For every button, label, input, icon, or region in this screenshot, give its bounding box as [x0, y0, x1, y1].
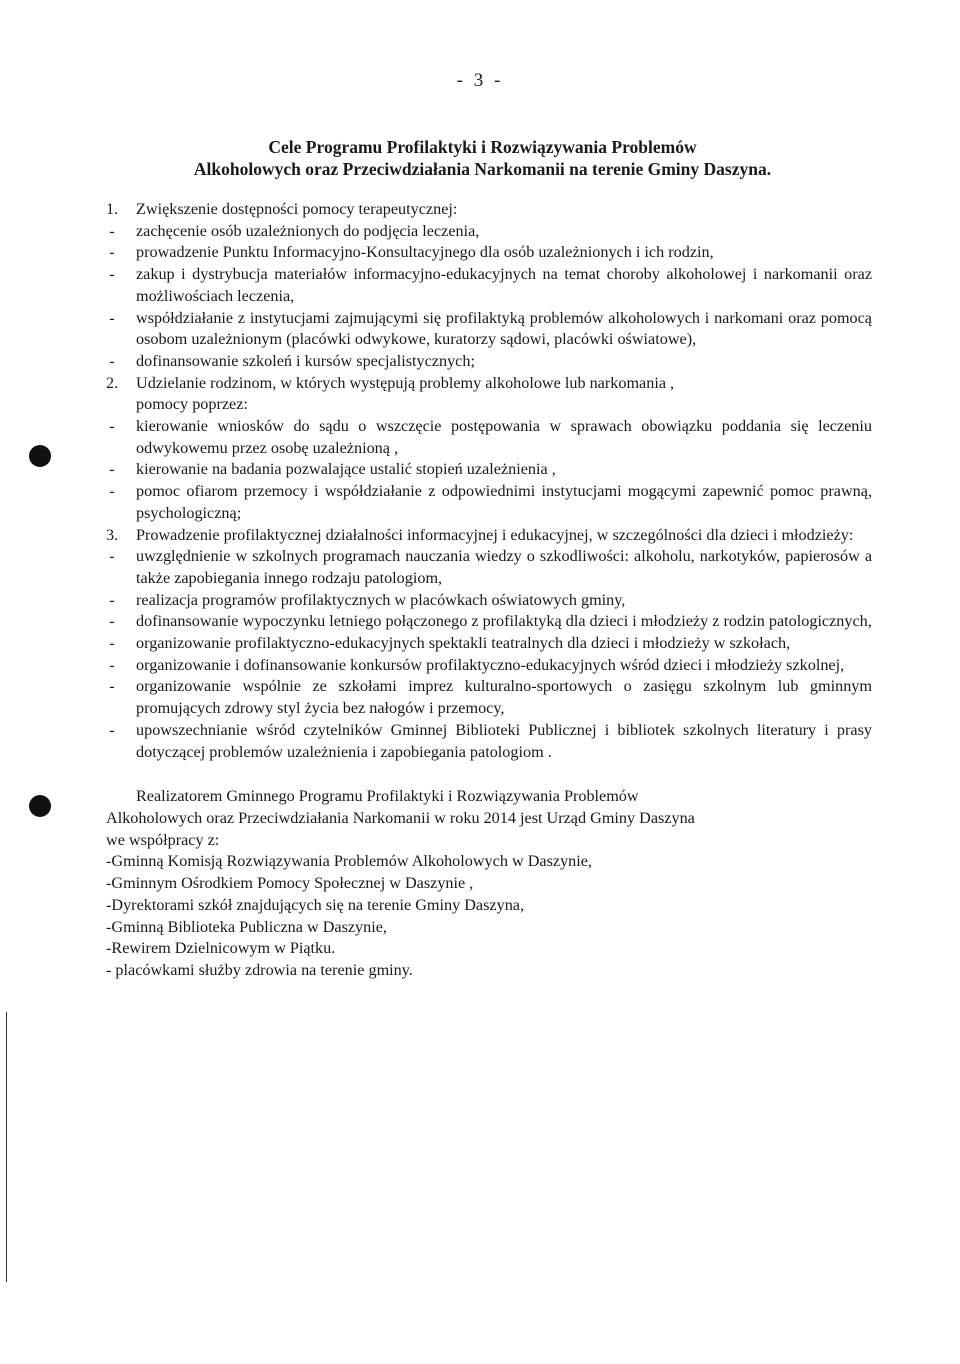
- list-item: - zachęcenie osób uzależnionych do podjęcia leczenia,: [106, 221, 872, 243]
- list-item: - dofinansowanie wypoczynku letniego połączonego z profilaktyką dla dzieci i młodzieży z rodzin patologicznych,: [106, 611, 872, 633]
- section-heading: Zwiększenie dostępności pomocy terapeutycznej:: [136, 200, 458, 218]
- list-item: - zakup i dystrybucja materiałów informacyjno-edukacyjnych na temat choroby alkoholowej i narkomanii oraz możliwościach leczenia,: [106, 264, 872, 307]
- partner-item: -Gminnym Ośrodkiem Pomocy Społecznej w Daszynie ,: [106, 874, 474, 893]
- list-item: - realizacja programów profilaktycznych w placówkach oświatowych gminy,: [106, 590, 872, 612]
- partner-item: -Dyrektorami szkół znajdujących się na terenie Gminy Daszyna,: [106, 895, 525, 914]
- section-1: [106, 199, 872, 373]
- partner-item: -Gminną Biblioteka Publiczna w Daszynie,: [106, 917, 387, 936]
- list-item: - uwzględnienie w szkolnych programach nauczania wiedzy o szkodliwości: alkoholu, narkotyków, papierosów a także zapobiegania innego rodzaju patologiom,: [106, 546, 872, 589]
- section-heading: Prowadzenie profilaktycznej działalności informacyjnej i edukacyjnej, w szczególności dla dzieci i młodzieży:: [136, 525, 854, 544]
- list-item: - organizowanie wspólnie ze szkołami imprez kulturalno-sportowych o zasięgu szkolnym lub gminnym promujących zdrowy styl życia bez nałogów i przemocy,: [106, 676, 872, 719]
- section-2: [106, 373, 872, 525]
- list-item: - organizowanie profilaktyczno-edukacyjnych spektakli teatralnych dla dzieci i młodzieży w szkołach,: [106, 633, 872, 655]
- punch-hole-icon: [29, 445, 51, 467]
- title-line-1: Cele Programu Profilaktyki i Rozwiązywania Problemów: [268, 137, 697, 157]
- section-number: 1.: [106, 200, 119, 218]
- section-subheading: pomocy poprzez:: [136, 395, 248, 414]
- realizator-paragraph: [106, 786, 872, 981]
- partner-item: - placówkami służby zdrowia na terenie gminy.: [106, 960, 413, 979]
- document-title: [110, 136, 855, 180]
- list-item: - współdziałanie z instytucjami zajmującymi się profilaktyką problemów alkoholowych i narkomani oraz pomocą osobom uzależnionym (placówki odwykowe, kuratorzy sądowi, placówki oświatowe),: [106, 308, 872, 351]
- realizator-line-2: Alkoholowych oraz Przeciwdziałania Narkomanii w roku 2014 jest Urząd Gminy Daszyna: [106, 808, 695, 827]
- list-item: - kierowanie na badania pozwalające ustalić stopień uzależnienia ,: [106, 459, 872, 481]
- realizator-line-3: we współpracy z:: [106, 830, 220, 849]
- title-line-2: Alkoholowych oraz Przeciwdziałania Narkomanii na terenie Gminy Daszyna.: [193, 159, 772, 179]
- punch-hole-icon: [29, 795, 51, 817]
- partner-item: -Gminną Komisją Rozwiązywania Problemów Alkoholowych w Daszynie,: [106, 852, 592, 871]
- partner-item: -Rewirem Dzielnicowym w Piątku.: [106, 939, 336, 958]
- section-number: 3.: [106, 525, 119, 544]
- bullet-list: [106, 416, 872, 525]
- page-number: - 3 -: [456, 70, 504, 91]
- realizator-line-1: Realizatorem Gminnego Programu Profilaktyki i Rozwiązywania Problemów: [136, 787, 639, 806]
- list-item: - dofinansowanie szkoleń i kursów specjalistycznych;: [106, 351, 872, 373]
- list-item: - kierowanie wniosków do sądu o wszczęcie postępowania w sprawach obowiązku poddania się leczeniu odwykowemu przez osobę uzależnioną ,: [106, 416, 872, 459]
- scan-margin-line: [6, 1012, 7, 1282]
- bullet-list: [106, 221, 872, 373]
- list-item: - upowszechnianie wśród czytelników Gminnej Biblioteki Publicznej i bibliotek szkolnych literatury i prasy dotyczącej problemów uzależnienia i zapobiegania patologiom .: [106, 720, 872, 763]
- list-item: - prowadzenie Punktu Informacyjno-Konsultacyjnego dla osób uzależnionych i ich rodzin,: [106, 242, 872, 264]
- list-item: - pomoc ofiarom przemocy i współdziałanie z odpowiednimi instytucjami mogącymi zapewnić pomoc prawną, psychologiczną;: [106, 481, 872, 524]
- section-number: 2.: [106, 373, 119, 392]
- section-3: [106, 525, 872, 764]
- bullet-list: [106, 546, 872, 763]
- section-heading: Udzielanie rodzinom, w których występują problemy alkoholowe lub narkomania ,: [136, 373, 675, 392]
- document-body: [106, 199, 872, 982]
- list-item: - organizowanie i dofinansowanie konkursów profilaktyczno-edukacyjnych wśród dzieci i młodzieży szkolnej,: [106, 655, 872, 677]
